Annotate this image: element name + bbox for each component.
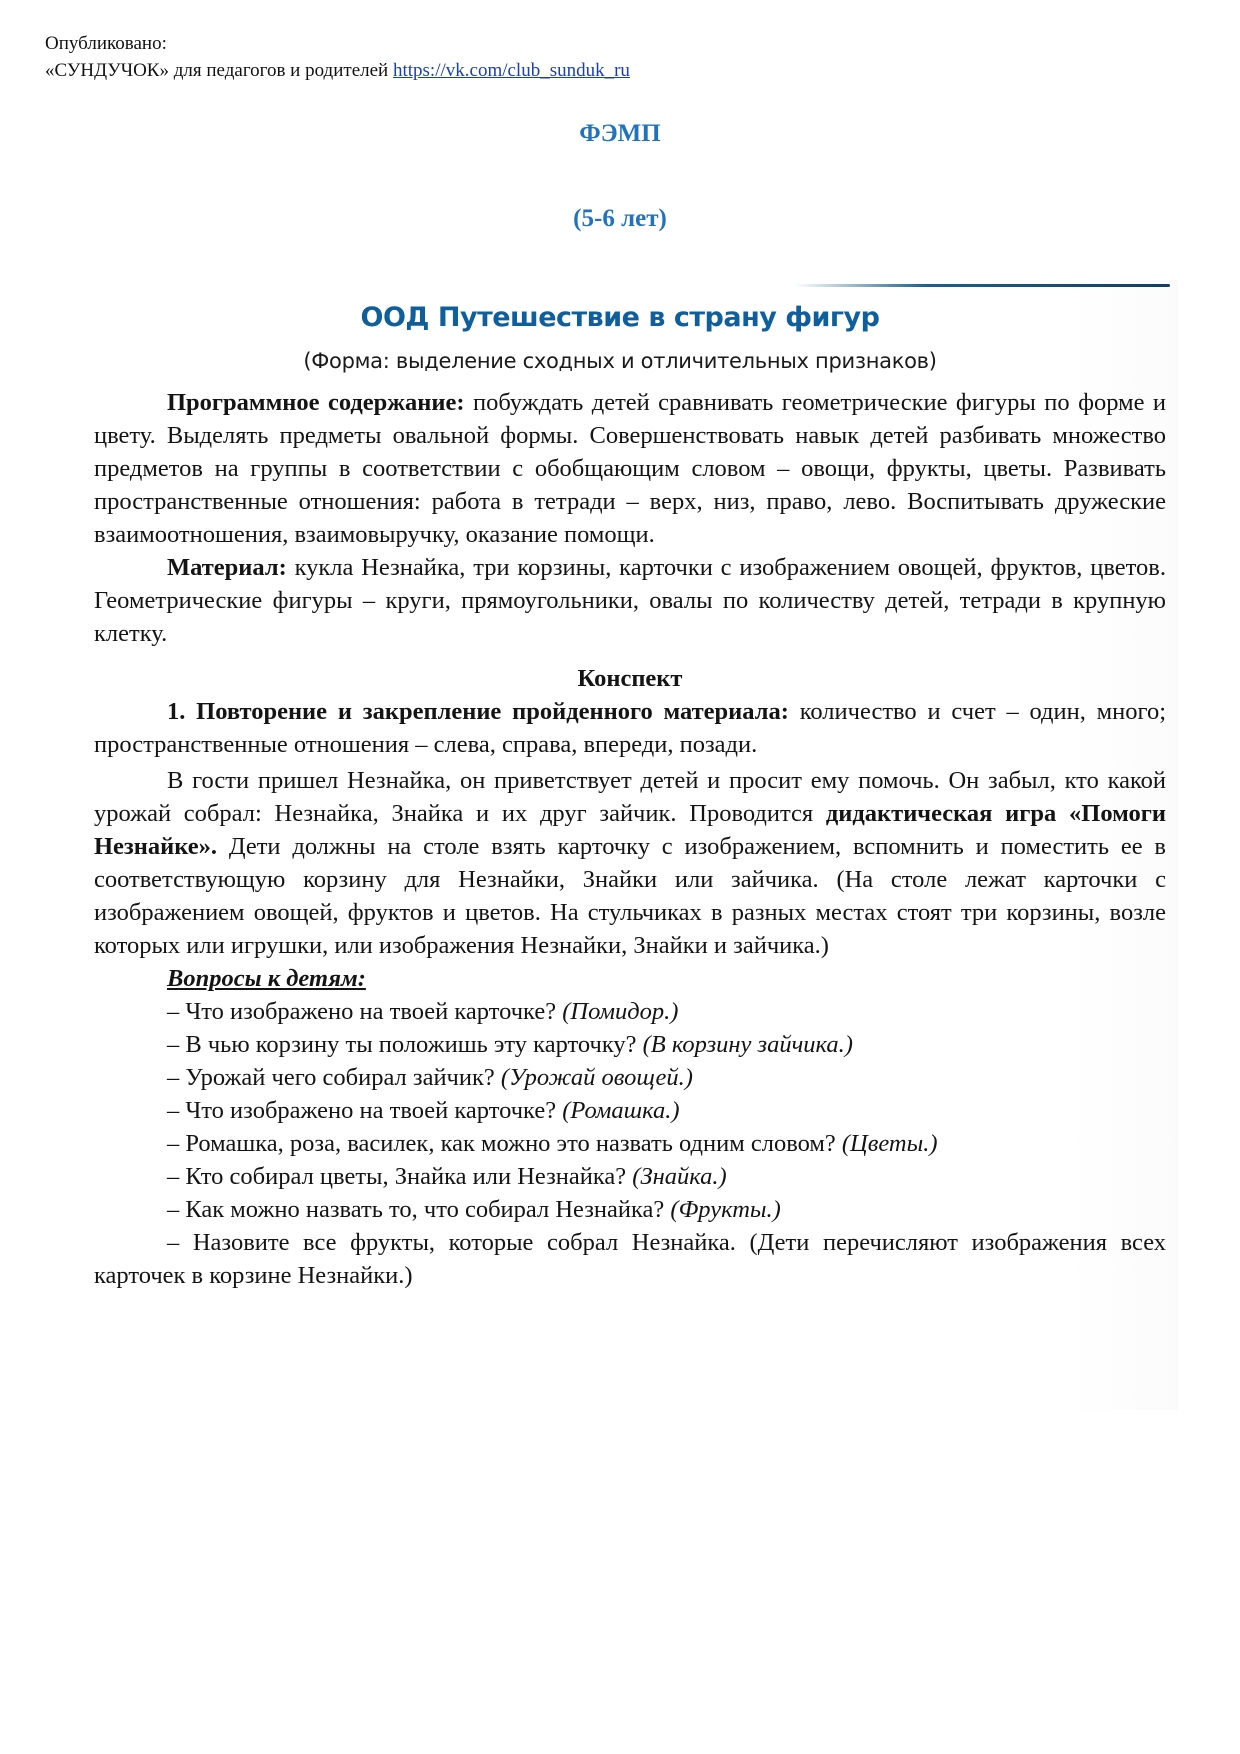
- story-paragraph: [94, 764, 1166, 962]
- answer: (Урожай овощей.): [500, 1064, 693, 1091]
- question-item: – Кто собирал цветы, Знайка или Незнайка? (Знайка.): [167, 1163, 727, 1190]
- material-text: кукла Незнайка, три корзины, карточки с изображением овощей, фруктов, цветов. Геометрические фигуры – круги, прямоугольники, овалы по количеству детей, тетради в крупную клетку.: [94, 554, 1166, 647]
- age-heading: (5-6 лет): [573, 205, 667, 232]
- material-label: Материал:: [167, 554, 287, 581]
- game-name: дидактическая игра «Помоги Незнайке».: [94, 800, 1166, 860]
- question-item: – Что изображено на твоей карточке? (Ромашка.): [167, 1097, 680, 1124]
- published-label: Опубликовано:: [45, 33, 167, 54]
- answer: (Помидор.): [562, 998, 679, 1025]
- section1-text: количество и счет – один, много; пространственные отношения – слева, справа, впереди, позади.: [94, 698, 1166, 758]
- answer: (Фрукты.): [670, 1196, 781, 1223]
- lesson-body: [94, 386, 1166, 1292]
- answer: (Ромашка.): [562, 1097, 680, 1124]
- lesson-subtitle: (Форма: выделение сходных и отличительных признаков): [303, 349, 937, 373]
- question-item: – Ромашка, роза, василек, как можно это назвать одним словом? (Цветы.): [167, 1130, 938, 1157]
- material-paragraph: [94, 551, 1166, 650]
- publication-info: [45, 30, 630, 84]
- answer: (В корзину зайчика.): [642, 1031, 853, 1058]
- question-item: – Что изображено на твоей карточке? (Помидор.): [167, 998, 679, 1025]
- answer: (Знайка.): [632, 1163, 727, 1190]
- program-paragraph: [94, 386, 1166, 551]
- source-name: «СУНДУЧОК» для педагогов и родителей: [45, 60, 389, 81]
- publication-source: [45, 57, 630, 84]
- section1-paragraph: [94, 695, 1166, 761]
- question-item: – Урожай чего собирал зайчик? (Урожай овощей.): [167, 1064, 693, 1091]
- subject-heading: ФЭМП: [579, 120, 661, 147]
- konspekt-heading: Конспект: [577, 665, 683, 692]
- section1-label: 1. Повторение и закрепление пройденного материала:: [167, 698, 789, 725]
- questions-heading: Вопросы к детям:: [167, 965, 366, 992]
- program-label: Программное содержание:: [167, 389, 465, 416]
- question-item: – Как можно назвать то, что собирал Незнайка? (Фрукты.): [167, 1196, 781, 1223]
- program-text: побуждать детей сравнивать геометрические фигуры по форме и цвету. Выделять предметы овальной формы. Совершенствовать навык детей разбивать множество предметов на группы в соответствии с обобщающим словом – овощи, фрукты, цветы. Развивать пространственные отношения: работа в тетради – верх, низ, право, лево. Воспитывать дружеские взаимоотношения, взаимовыручку, оказание помощи.: [94, 389, 1166, 548]
- question-item: – Назовите все фрукты, которые собрал Незнайка. (Дети перечисляют изображения всех карточек в корзине Незнайки.): [94, 1229, 1166, 1289]
- lesson-title: ООД Путешествие в страну фигур: [360, 302, 880, 333]
- answer: (Цветы.): [841, 1130, 938, 1157]
- decorative-rule: [795, 284, 1170, 287]
- story-text-1: В гости пришел Незнайка, он приветствует детей и просит ему помочь. Он забыл, кто какой урожай собрал: Незнайка, Знайка и их друг зайчик. Проводится: [94, 767, 1166, 827]
- vk-club-link[interactable]: https://vk.com/club_sunduk_ru: [392, 60, 630, 81]
- question-item: – В чью корзину ты положишь эту карточку? (В корзину зайчика.): [167, 1031, 853, 1058]
- story-text-2: Дети должны на столе взять карточку с изображением, вспомнить и поместить ее в соответствующую корзину для Незнайки, Знайки или зайчика. (На столе лежат карточки с изображением овощей, фруктов и цветов. На стульчиках в разных местах стоят три корзины, возле которых или игрушки, или изображения Незнайки, Знайки и зайчика.): [94, 833, 1166, 959]
